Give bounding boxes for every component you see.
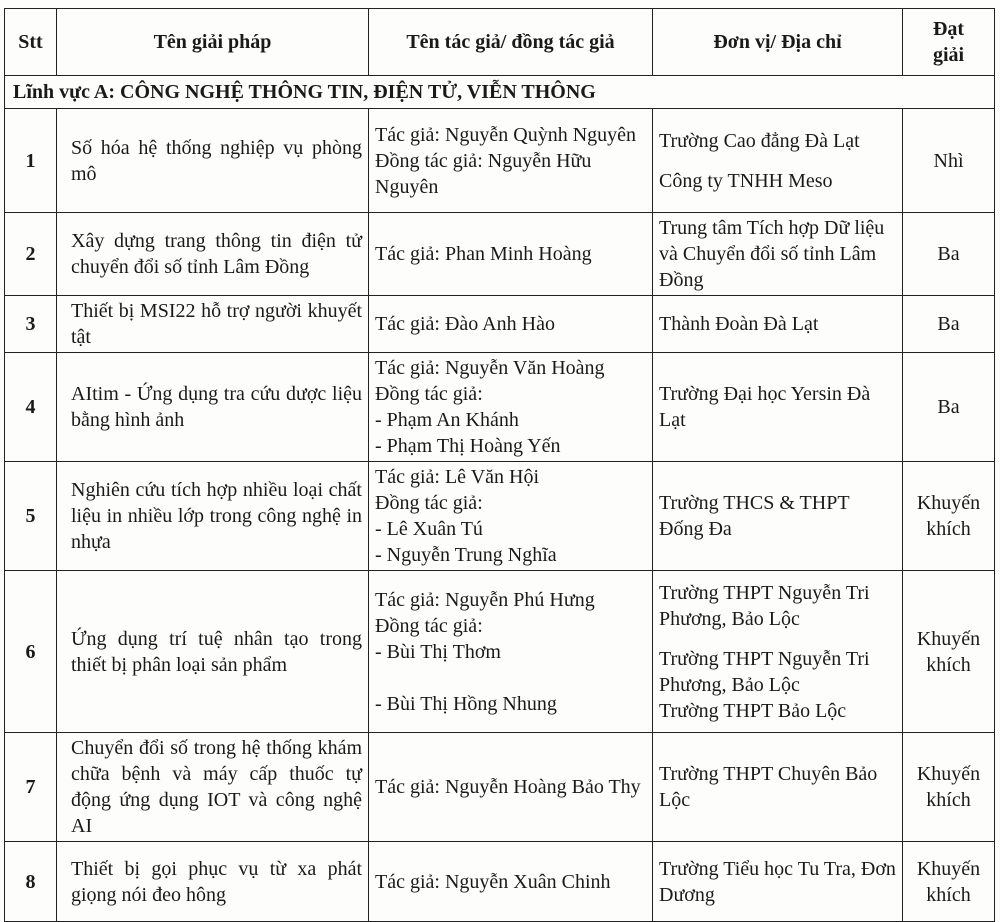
row-award: Nhì — [903, 109, 995, 213]
row-solution-name: Chuyển đổi số trong hệ thống khám chữa bệnh và máy cấp thuốc tự động ứng dụng IOT và công nghệ AI — [57, 733, 369, 842]
row-stt: 5 — [5, 462, 57, 571]
row-award: Khuyến khích — [903, 842, 995, 922]
row-award: Khuyến khích — [903, 571, 995, 733]
table-row — [5, 842, 995, 922]
unit-line: Trường THPT Nguyễn Tri Phương, Bảo Lộc — [659, 647, 870, 696]
row-unit — [653, 462, 903, 571]
table-row — [5, 571, 995, 733]
unit-line: Trường Tiểu học Tu Tra, Đơn Dương — [659, 857, 896, 906]
author-line: Tác giả: Nguyễn Xuân Chinh — [375, 870, 611, 893]
row-award: Ba — [903, 353, 995, 462]
row-award: Khuyến khích — [903, 733, 995, 842]
header-solution-name: Tên giải pháp — [57, 9, 369, 76]
section-row — [5, 76, 995, 109]
table-row — [5, 462, 995, 571]
table-row — [5, 296, 995, 353]
author-line: - Phạm Thị Hoàng Yến — [375, 435, 561, 457]
author-line: - Bùi Thị Hồng Nhung — [375, 692, 557, 715]
row-stt: 8 — [5, 842, 57, 922]
header-award — [903, 9, 995, 76]
row-authors — [369, 213, 653, 296]
header-author: Tên tác giả/ đồng tác giả — [369, 9, 653, 76]
unit-line: Trường Đại học Yersin Đà Lạt — [659, 383, 871, 431]
row-award: Ba — [903, 213, 995, 296]
author-line: Đồng tác giả: Nguyễn Hữu Nguyên — [375, 149, 592, 198]
row-unit — [653, 353, 903, 462]
table-row — [5, 733, 995, 842]
row-solution-name: Số hóa hệ thống nghiệp vụ phòng mô — [57, 109, 369, 213]
row-unit — [653, 109, 903, 213]
table-row — [5, 213, 995, 296]
author-line: - Bùi Thị Thơm — [375, 640, 501, 663]
row-award: Ba — [903, 296, 995, 353]
row-unit — [653, 842, 903, 922]
unit-line: Công ty TNHH Meso — [659, 169, 833, 192]
unit-line: Trường THPT Nguyễn Tri Phương, Bảo Lộc — [659, 581, 870, 630]
row-stt: 1 — [5, 109, 57, 213]
author-line: Tác giả: Nguyễn Quỳnh Nguyên — [375, 123, 637, 146]
row-stt: 6 — [5, 571, 57, 733]
header-stt: Stt — [5, 9, 57, 76]
author-line: Đồng tác giả: — [375, 383, 483, 405]
unit-line: Thành Đoàn Đà Lạt — [659, 313, 819, 335]
header-award-line2: giải — [932, 44, 965, 66]
row-unit — [653, 296, 903, 353]
author-line: Tác giả: Nguyễn Văn Hoàng — [375, 357, 605, 379]
unit-line: Trung tâm Tích hợp Dữ liệu và Chuyển đổi số tỉnh Lâm Đồng — [659, 217, 885, 291]
row-authors — [369, 109, 653, 213]
unit-line: Trường THPT Chuyên Bảo Lộc — [659, 763, 878, 811]
row-solution-name: Ứng dụng trí tuệ nhân tạo trong thiết bị phân loại sản phẩm — [57, 571, 369, 733]
row-authors — [369, 296, 653, 353]
row-solution-name: Thiết bị MSI22 hỗ trợ người khuyết tật — [57, 296, 369, 353]
header-unit: Đơn vị/ Địa chỉ — [653, 9, 903, 76]
unit-line: Trường THCS & THPT Đống Đa — [659, 492, 850, 540]
row-solution-name: AItim - Ứng dụng tra cứu dược liệu bằng hình ảnh — [57, 353, 369, 462]
author-line: - Lê Xuân Tú — [375, 518, 483, 540]
author-line: - Nguyễn Trung Nghĩa — [375, 544, 557, 566]
row-authors — [369, 571, 653, 733]
row-authors — [369, 353, 653, 462]
table-row — [5, 353, 995, 462]
author-line: Tác giả: Phan Minh Hoàng — [375, 243, 592, 265]
unit-spacer — [659, 154, 896, 168]
row-authors — [369, 462, 653, 571]
row-solution-name: Xây dựng trang thông tin điện tử chuyển đổi số tỉnh Lâm Đồng — [57, 213, 369, 296]
author-line: - Phạm An Khánh — [375, 409, 519, 431]
row-unit — [653, 571, 903, 733]
author-line: Đồng tác giả: — [375, 492, 483, 514]
row-authors — [369, 733, 653, 842]
row-authors — [369, 842, 653, 922]
row-solution-name: Thiết bị gọi phục vụ từ xa phát giọng nói đeo hông — [57, 842, 369, 922]
section-title: Lĩnh vực A: CÔNG NGHỆ THÔNG TIN, ĐIỆN TỬ, VIỄN THÔNG — [5, 76, 995, 109]
row-award: Khuyến khích — [903, 462, 995, 571]
author-line: Tác giả: Nguyễn Phú Hưng — [375, 588, 595, 611]
unit-spacer — [659, 632, 896, 646]
row-stt: 2 — [5, 213, 57, 296]
header-award-line1: Đạt — [932, 18, 965, 40]
row-stt: 7 — [5, 733, 57, 842]
author-line: Tác giả: Nguyễn Hoàng Bảo Thy — [375, 776, 641, 798]
unit-line: Trường Cao đẳng Đà Lạt — [659, 129, 860, 152]
row-stt: 3 — [5, 296, 57, 353]
unit-line: Trường THPT Bảo Lộc — [659, 699, 847, 722]
author-line: Tác giả: Lê Văn Hội — [375, 466, 540, 488]
row-unit — [653, 213, 903, 296]
row-unit — [653, 733, 903, 842]
author-line: Đồng tác giả: — [375, 614, 483, 637]
author-line: Tác giả: Đào Anh Hào — [375, 313, 555, 335]
table-row — [5, 109, 995, 213]
row-stt: 4 — [5, 353, 57, 462]
table-header-row — [5, 9, 995, 76]
author-spacer — [375, 665, 646, 691]
row-solution-name: Nghiên cứu tích hợp nhiều loại chất liệu in nhiều lớp trong công nghệ in nhựa — [57, 462, 369, 571]
awards-table — [4, 8, 995, 922]
